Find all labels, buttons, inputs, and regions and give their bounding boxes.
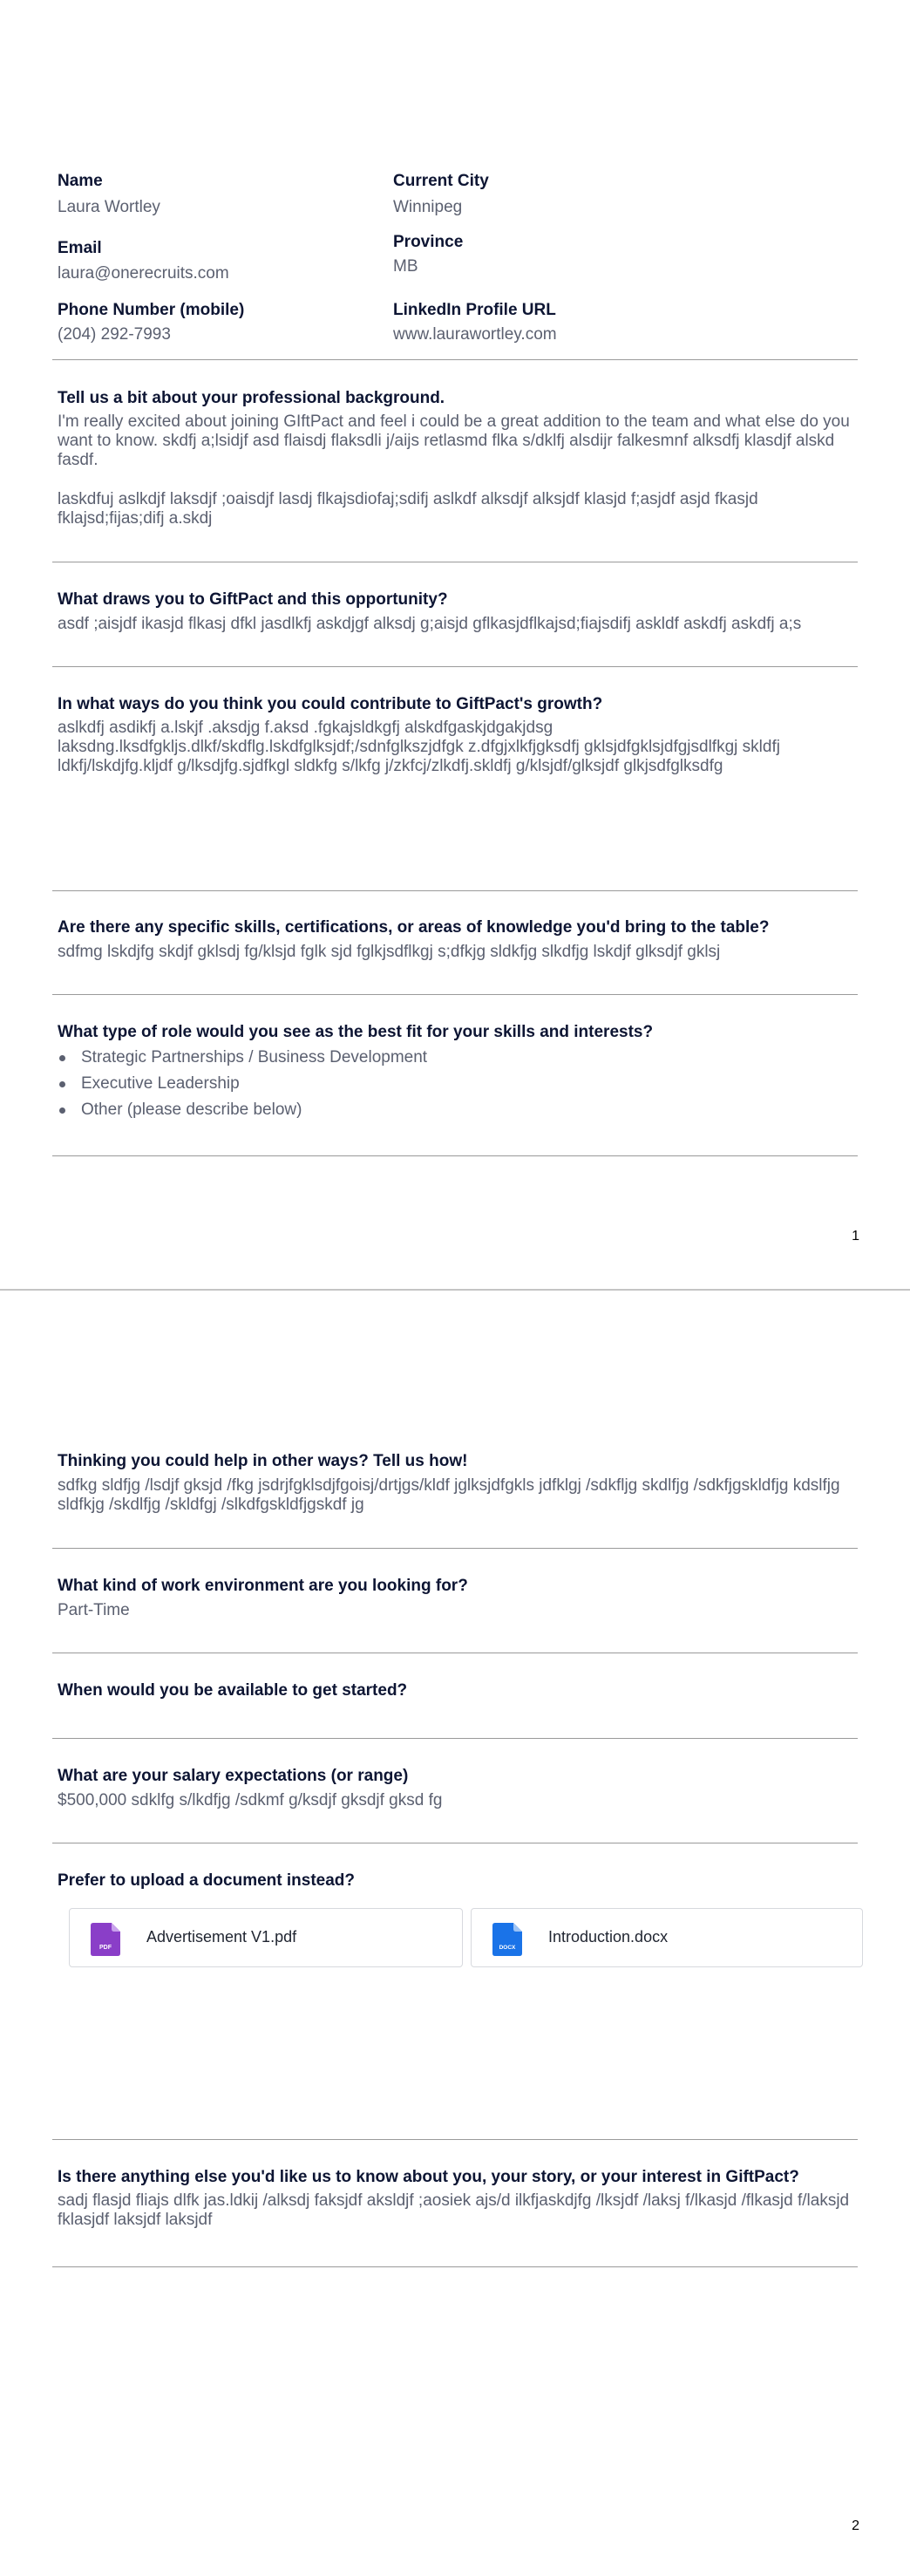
divider bbox=[52, 2139, 858, 2140]
question-anything-else: Is there anything else you'd like us to know about you, your story, or your interest in GiftPact? bbox=[58, 2168, 799, 2186]
city-value: Winnipeg bbox=[393, 198, 463, 216]
page-number: 2 bbox=[852, 2518, 859, 2533]
page-2 bbox=[0, 1291, 910, 2576]
file-name: Advertisement V1.pdf bbox=[146, 1928, 297, 1946]
answer-background-p1: I'm really excited about joining GIftPact and feel i could be a great addition to the team and what else do you want to know. skdfj a;lsidjf asd flaisdj flaksdli j/aijs retlasmd flka s/dklfj alsdijr falkesmnf alksdfj klasdjf alskd fasdf. bbox=[58, 412, 855, 469]
province-value: MB bbox=[393, 257, 418, 276]
role-type-list bbox=[58, 1045, 427, 1123]
file-name: Introduction.docx bbox=[548, 1928, 669, 1946]
divider bbox=[52, 1548, 858, 1549]
answer-environment: Part-Time bbox=[58, 1601, 130, 1619]
question-role-type: What type of role would you see as the best fit for your skills and interests? bbox=[58, 1023, 654, 1041]
list-item: Executive Leadership bbox=[58, 1071, 427, 1097]
svg-text:PDF: PDF bbox=[99, 1945, 112, 1951]
question-upload: Prefer to upload a document instead? bbox=[58, 1871, 355, 1890]
answer-contribute: aslkdfj asdikfj a.lskjf .aksdjg f.aksd .fgkajsldkgfj alskdfgaskjdgakjdsg laksdng.lksdfgkljs.dlkf/skdflg.lskdfglksjdf;/sdnfglkszjdfgk z.dfgjxlkfjgksdfj gklsjdfgklsjdfgjsdlfkgj skldfj ldkfj/lskdjfg.kljdf g/lksdjfg.sjdfkgl sldkfg s/lkfg j/zkfcj/zlkdfj.skldfj g/klsjdf/glksjdf glkjsdfglksdfg bbox=[58, 719, 785, 775]
question-draws-you: What draws you to GiftPact and this opportunity? bbox=[58, 590, 448, 609]
question-salary: What are your salary expectations (or range) bbox=[58, 1767, 409, 1785]
answer-draws-you: asdf ;aisjdf ikasjd flkasj dfkl jasdlkfj askdjgf alksdj g;aisjd gflkasjdflkajsd;fiajsdifj askldf askdfj askdfj a;s bbox=[58, 615, 802, 633]
question-other-ways: Thinking you could help in other ways? Tell us how! bbox=[58, 1452, 468, 1470]
email-value: laura@onerecruits.com bbox=[58, 264, 229, 283]
question-background: Tell us a bit about your professional background. bbox=[58, 389, 445, 407]
page-number: 1 bbox=[852, 1229, 859, 1244]
question-contribute: In what ways do you think you could contribute to GiftPact's growth? bbox=[58, 695, 603, 713]
linkedin-label: LinkedIn Profile URL bbox=[393, 301, 556, 319]
answer-salary: $500,000 sdklfg s/lkdfjg /sdkmf g/ksdjf gksdjf gksd fg bbox=[58, 1791, 443, 1809]
list-item: Other (please describe below) bbox=[58, 1097, 427, 1123]
phone-value: (204) 292-7993 bbox=[58, 325, 171, 344]
divider bbox=[52, 2266, 858, 2267]
docx-file-icon bbox=[492, 1923, 522, 1956]
question-availability: When would you be available to get started? bbox=[58, 1681, 408, 1700]
divider bbox=[52, 666, 858, 667]
file-card-pdf[interactable] bbox=[69, 1908, 463, 1967]
phone-label: Phone Number (mobile) bbox=[58, 301, 245, 319]
question-environment: What kind of work environment are you looking for? bbox=[58, 1577, 468, 1595]
list-item: Strategic Partnerships / Business Development bbox=[58, 1045, 427, 1071]
linkedin-value: www.laurawortley.com bbox=[393, 325, 557, 344]
email-label: Email bbox=[58, 239, 102, 257]
divider bbox=[52, 1738, 858, 1739]
answer-skills: sdfmg lskdjfg skdjf gklsdj fg/klsjd fglk sjd fglkjsdflkgj s;dfkjg sldkfjg slkdfjg lskdjf glksdjf gklsj bbox=[58, 943, 721, 961]
name-value: Laura Wortley bbox=[58, 198, 160, 216]
divider bbox=[52, 994, 858, 995]
question-skills: Are there any specific skills, certifications, or areas of knowledge you'd bring to the table? bbox=[58, 918, 770, 937]
name-label: Name bbox=[58, 172, 103, 190]
file-card-docx[interactable] bbox=[471, 1908, 863, 1967]
pdf-file-icon bbox=[91, 1923, 120, 1956]
answer-anything-else: sadj flasjd fliajs dlfk jas.ldkij /alksdj faksjdf aksldjf ;aosiek ajs/d ilkfjaskdjfg /lksjdf /laksj f/lkasjd /flkasjd f/laksjd fklasjdf laksjdf laksjdf bbox=[58, 2191, 854, 2229]
divider bbox=[52, 1155, 858, 1156]
svg-text:DOCX: DOCX bbox=[499, 1945, 516, 1951]
city-label: Current City bbox=[393, 172, 489, 190]
answer-background-p2: laskdfuj aslkdjf laksdjf ;oaisdjf lasdj flkajsdiofaj;sdifj aslkdf alksdjf alksjdf klasjd f;asjdf asjd fkasjd fklajsd;fijas;difj a.skdj bbox=[58, 490, 763, 528]
answer-other-ways: sdfkg sldfjg /lsdjf gksjd /fkg jsdrjfgklsdjfgoisj/drtjgs/kldf jglksjdfgkls jdfklgj /sdkfljg skdlfjg /sdkfjgskldfjg kdslfjg sldfkjg /skdlfjg /skldfgj /slkdfgskldfjgskdf jg bbox=[58, 1476, 845, 1514]
divider bbox=[52, 359, 858, 360]
divider bbox=[52, 890, 858, 891]
province-label: Province bbox=[393, 233, 464, 251]
